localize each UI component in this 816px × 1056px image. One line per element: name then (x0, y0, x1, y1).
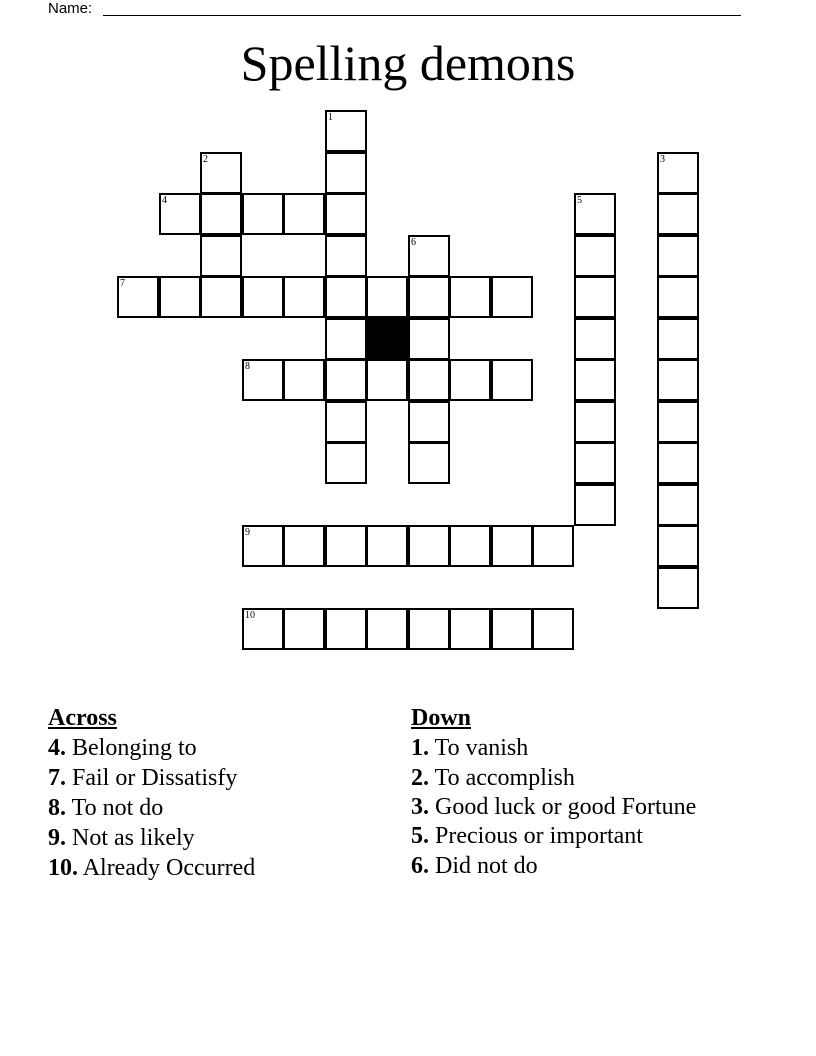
crossword-cell[interactable] (325, 442, 367, 484)
crossword-cell[interactable] (657, 152, 699, 194)
crossword-cell[interactable] (657, 567, 699, 609)
clue-text: Did not do (435, 853, 538, 879)
clue-down-6 (411, 851, 701, 881)
crossword-cell[interactable] (574, 318, 616, 360)
clue-number: 2. (411, 765, 429, 791)
clue-number: 1. (411, 735, 429, 761)
crossword-cell[interactable] (159, 276, 201, 318)
crossword-cell[interactable] (408, 318, 450, 360)
crossword-cell[interactable] (325, 608, 367, 650)
clue-down-3 (411, 793, 701, 821)
crossword-cell[interactable] (325, 193, 367, 235)
clue-text: Not as likely (72, 825, 195, 851)
name-label: Name: (48, 0, 93, 17)
page-title: Spelling demons (240, 35, 576, 91)
crossword-cell[interactable] (657, 359, 699, 401)
clue-across-9 (48, 823, 378, 853)
crossword-cell[interactable] (408, 359, 450, 401)
clue-number-label: 2 (203, 154, 208, 165)
clue-down-1 (411, 733, 701, 763)
clue-text: Good luck or good Fortune (435, 794, 697, 820)
crossword-cell[interactable] (159, 193, 201, 235)
clue-number: 3. (411, 794, 429, 820)
crossword-cell[interactable] (574, 484, 616, 526)
crossword-cell[interactable] (491, 525, 533, 567)
crossword-cell[interactable] (325, 110, 367, 152)
crossword-cell[interactable] (574, 401, 616, 443)
down-heading: Down (411, 705, 472, 731)
clue-number-label: 3 (660, 154, 665, 165)
clue-number: 5. (411, 823, 429, 849)
crossword-cell[interactable] (657, 318, 699, 360)
clue-text: Precious or important (435, 823, 643, 849)
clue-number-label: 7 (120, 278, 125, 289)
crossword-cell[interactable] (657, 401, 699, 443)
clue-number-label: 1 (328, 112, 333, 123)
clue-number: 6. (411, 853, 429, 879)
crossword-cell[interactable] (574, 193, 616, 235)
crossword-cell[interactable] (242, 608, 284, 650)
crossword-cell[interactable] (657, 276, 699, 318)
crossword-cell[interactable] (325, 318, 367, 360)
clue-number-label: 9 (245, 527, 250, 538)
crossword-cell[interactable] (325, 276, 367, 318)
clue-number-label: 5 (577, 195, 582, 206)
crossword-cell[interactable] (408, 608, 450, 650)
crossword-cell[interactable] (408, 401, 450, 443)
clue-number: 10. (48, 855, 78, 881)
crossword-cell[interactable] (491, 359, 533, 401)
clue-text: To accomplish (434, 765, 575, 791)
crossword-cell[interactable] (283, 276, 325, 318)
crossword-cell[interactable] (325, 235, 367, 277)
crossword-cell[interactable] (532, 608, 574, 650)
crossword-cell[interactable] (283, 359, 325, 401)
clue-number: 7. (48, 765, 66, 791)
clue-across-4 (48, 733, 378, 763)
crossword-cell[interactable] (532, 525, 574, 567)
across-clues (48, 703, 378, 883)
across-heading: Across (48, 705, 117, 731)
crossword-cell[interactable] (449, 276, 491, 318)
clue-number-label: 10 (245, 610, 255, 621)
clue-number-label: 4 (162, 195, 167, 206)
crossword-cell[interactable] (200, 193, 242, 235)
clue-number: 8. (48, 795, 66, 821)
down-clues (411, 703, 701, 881)
crossword-cell[interactable] (491, 276, 533, 318)
crossword-cell[interactable] (574, 235, 616, 277)
crossword-cell[interactable] (283, 525, 325, 567)
crossword-cell[interactable] (325, 401, 367, 443)
crossword-cell[interactable] (408, 525, 450, 567)
crossword-cell[interactable] (366, 276, 408, 318)
clue-number-label: 6 (411, 237, 416, 248)
crossword-cell[interactable] (657, 442, 699, 484)
crossword-cell[interactable] (200, 276, 242, 318)
crossword-cell[interactable] (574, 359, 616, 401)
crossword-cell[interactable] (283, 608, 325, 650)
crossword-cell[interactable] (200, 152, 242, 194)
clue-text: To vanish (434, 735, 529, 761)
clue-text: To not do (71, 795, 164, 821)
crossword-cell[interactable] (657, 525, 699, 567)
crossword-cell[interactable] (242, 276, 284, 318)
clue-number: 4. (48, 735, 66, 761)
crossword-cell[interactable] (283, 193, 325, 235)
crossword-cell[interactable] (325, 152, 367, 194)
crossword-cell[interactable] (574, 442, 616, 484)
clue-text: Fail or Dissatisfy (72, 765, 238, 791)
crossword-cell[interactable] (200, 235, 242, 277)
crossword-cell[interactable] (366, 359, 408, 401)
crossword-cell[interactable] (242, 359, 284, 401)
clue-down-2 (411, 763, 701, 793)
crossword-cell[interactable] (449, 525, 491, 567)
clue-across-7 (48, 763, 378, 793)
crossword-cell[interactable] (242, 525, 284, 567)
crossword-cell[interactable] (325, 525, 367, 567)
crossword-cell[interactable] (325, 359, 367, 401)
crossword-cell[interactable] (657, 235, 699, 277)
crossword-cell[interactable] (449, 608, 491, 650)
crossword-cell[interactable] (408, 235, 450, 277)
crossword-cell[interactable] (408, 442, 450, 484)
crossword-cell[interactable] (657, 193, 699, 235)
crossword-cell[interactable] (242, 193, 284, 235)
clue-across-10 (48, 853, 378, 883)
crossword-cell[interactable] (408, 276, 450, 318)
clue-number-label: 8 (245, 361, 250, 372)
crossword-cell[interactable] (657, 484, 699, 526)
clue-text: Already Occurred (82, 855, 256, 881)
crossword-cell[interactable] (366, 525, 408, 567)
crossword-cell[interactable] (366, 608, 408, 650)
crossword-cell[interactable] (449, 359, 491, 401)
crossword-cell[interactable] (117, 276, 159, 318)
clue-number: 9. (48, 825, 66, 851)
crossword-cell[interactable] (574, 276, 616, 318)
crossword-cell[interactable] (491, 608, 533, 650)
clue-down-5 (411, 821, 701, 851)
clue-text: Belonging to (72, 735, 197, 761)
black-square (366, 318, 408, 360)
clue-across-8 (48, 793, 378, 823)
